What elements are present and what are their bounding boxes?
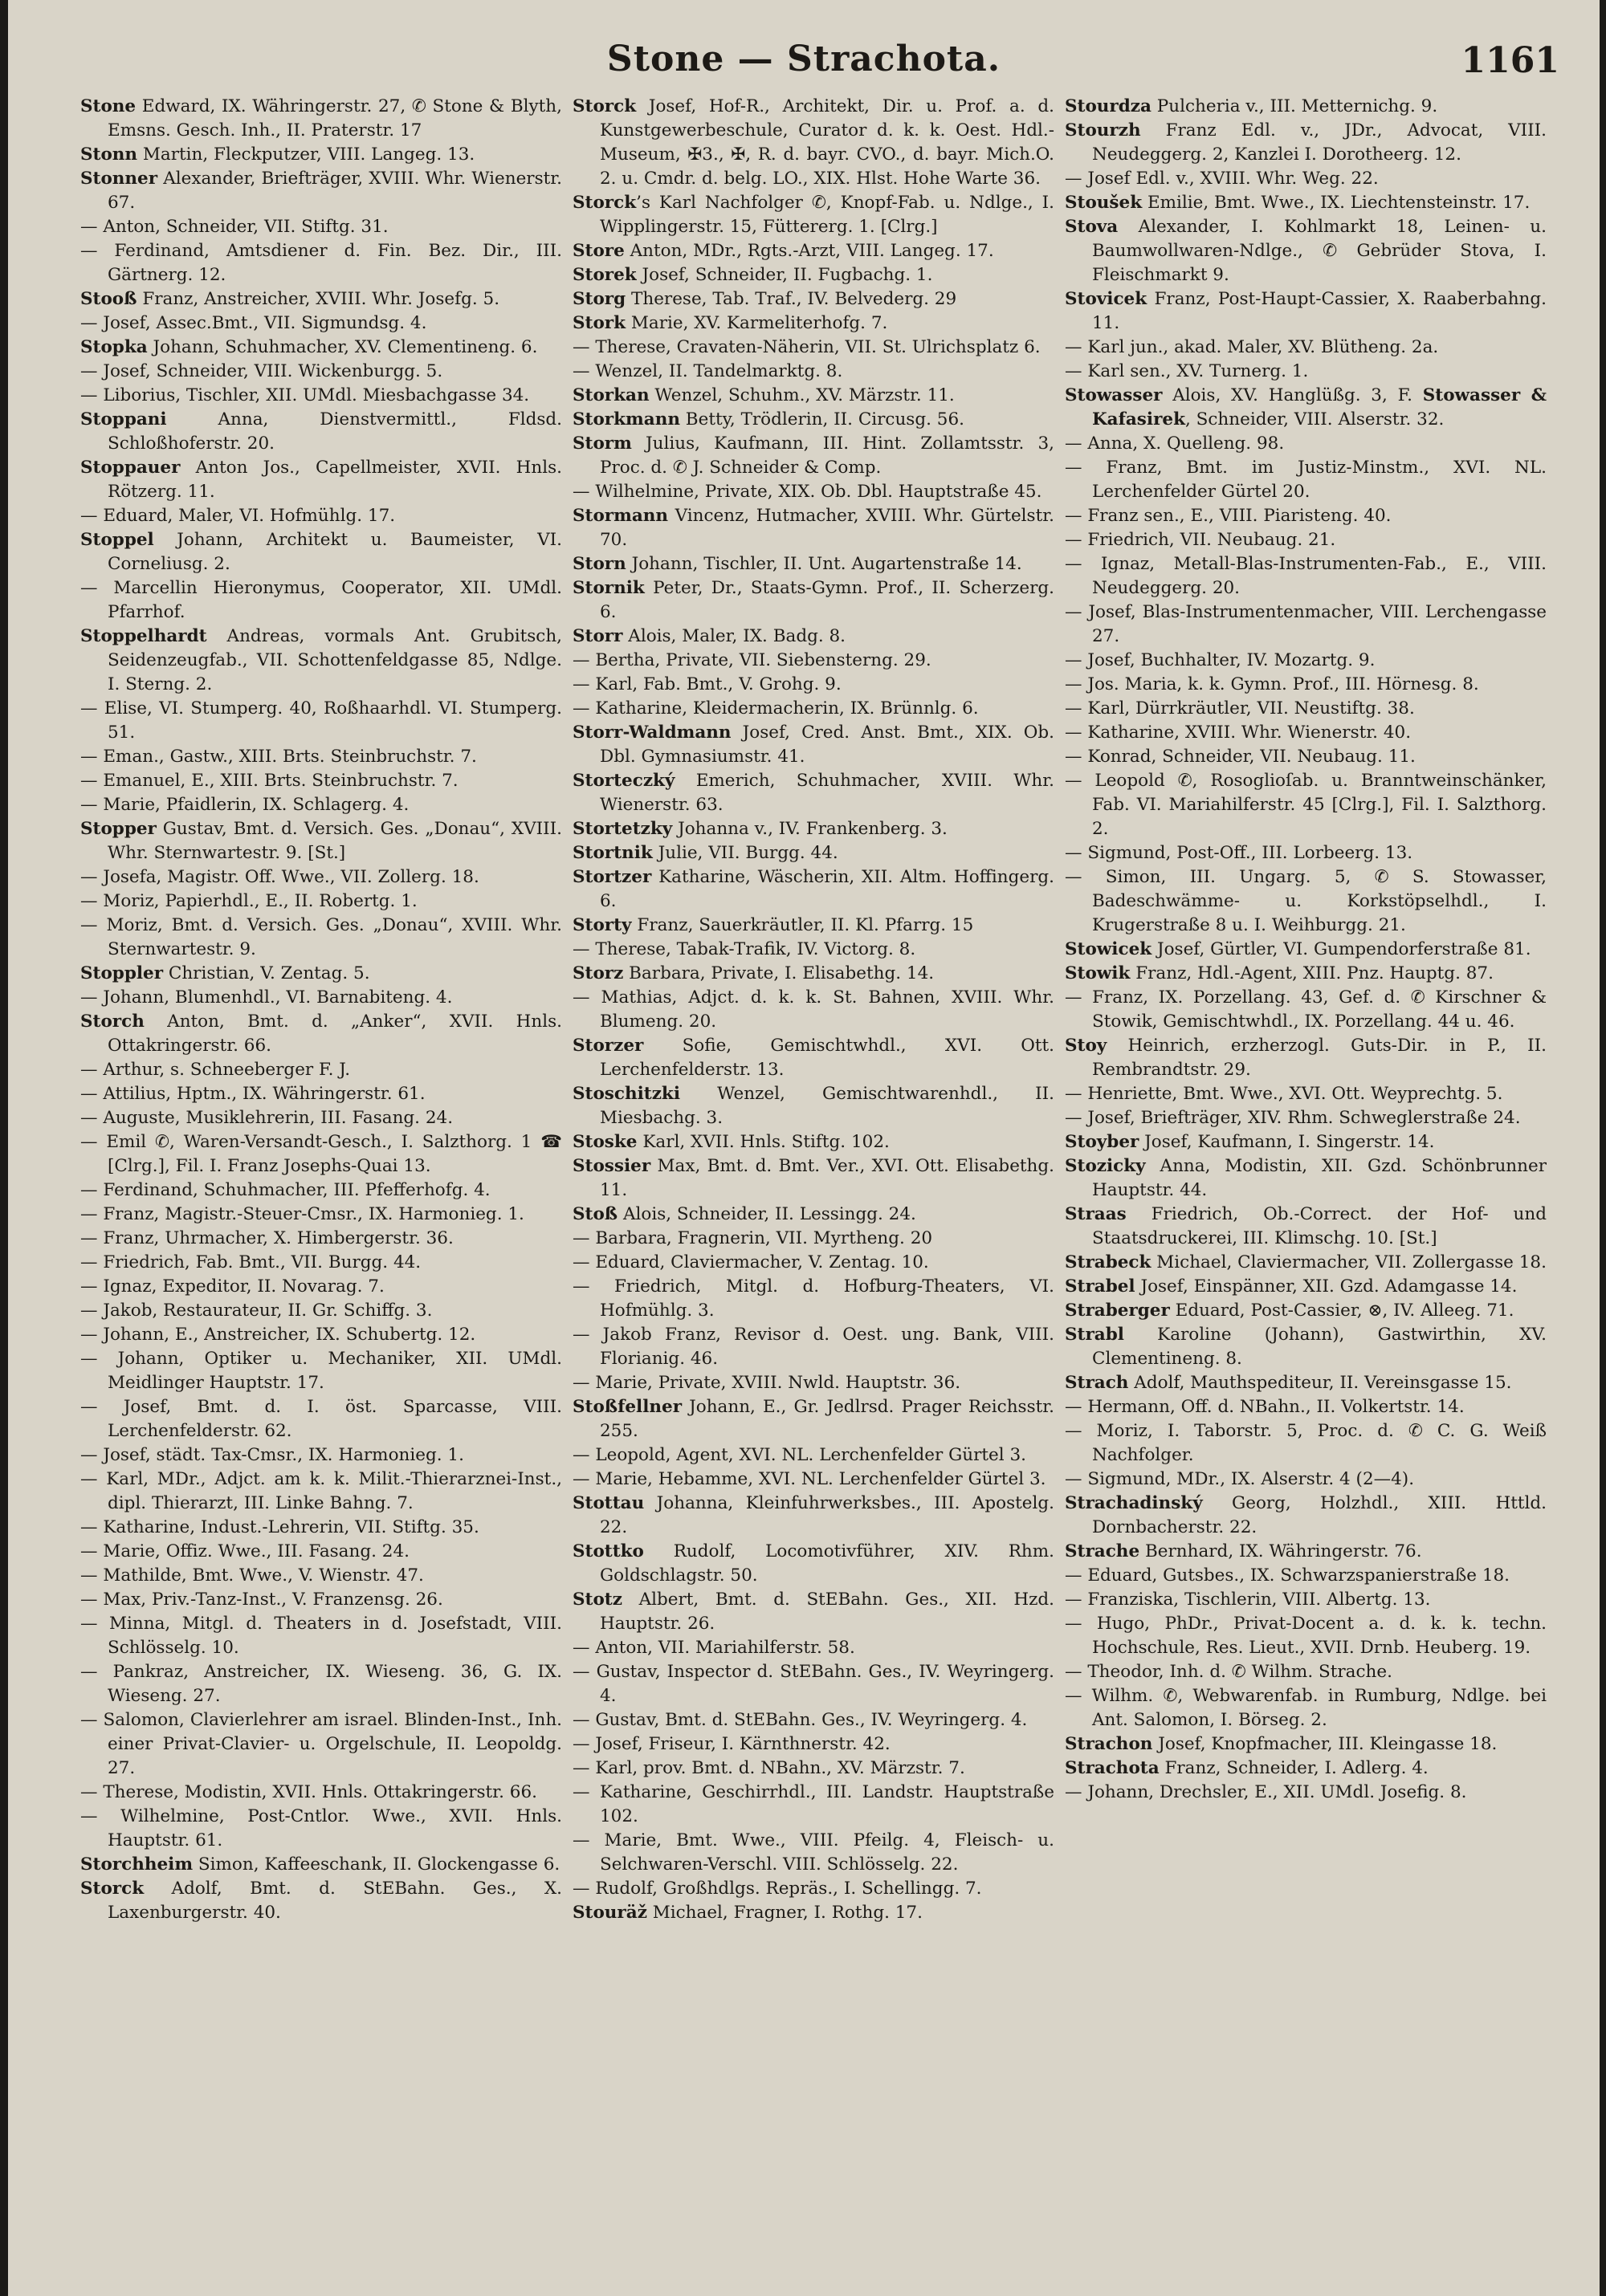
directory-entry: Strabl Karoline (Johann), Gastwirthin, XV. Clementineng. 8.: [1065, 1325, 1547, 1369]
entry-surname: Stouräž: [573, 1903, 647, 1923]
directory-entry: — Barbara, Fragnerin, VII. Myrtheng. 20: [573, 1228, 933, 1248]
directory-entry: — Mathias, Adjct. d. k. k. St. Bahnen, XVIII. Whr. Blumeng. 20.: [573, 987, 1054, 1032]
directory-entry: Storkmann Betty, Trödlerin, II. Circusg. 56.: [573, 409, 964, 429]
column-3: [1065, 95, 1547, 2286]
directory-entry: Stortzer Katharine, Wäscherin, XII. Altm. Hoffingerg. 6.: [573, 867, 1054, 911]
directory-entry: — Ferdinand, Schuhmacher, III. Pfefferhofg. 4.: [80, 1180, 491, 1200]
entry-surname: Stoppel: [80, 530, 154, 550]
directory-entry: — Wilhm. ✆, Webwarenfab. in Rumburg, Ndlge. bei Ant. Salomon, I. Börseg. 2.: [1065, 1686, 1547, 1730]
directory-entry: — Friedrich, Fab. Bmt., VII. Burgg. 44.: [80, 1252, 422, 1272]
page-header: [8, 39, 1600, 87]
directory-entry: — Josef, Schneider, VIII. Wickenburgg. 5.: [80, 361, 443, 381]
entry-surname: Strache: [1065, 1541, 1140, 1561]
directory-entry: — Franz, Magistr.-Steuer-Cmsr., IX. Harmonieg. 1.: [80, 1204, 524, 1224]
entry-surname: Stova: [1065, 217, 1119, 237]
entry-surname: Stozicky: [1065, 1156, 1146, 1176]
directory-entry: Storchheim Simon, Kaffeeschank, II. Glockengasse 6.: [80, 1854, 560, 1875]
directory-entry: — Wilhelmine, Private, XIX. Ob. Dbl. Hauptstraße 45.: [573, 482, 1042, 502]
directory-entry: — Attilius, Hptm., IX. Währingerstr. 61.: [80, 1084, 426, 1104]
entry-surname: Stovicek: [1065, 289, 1147, 309]
directory-entry: — Katharine, Indust.-Lehrerin, VII. Stiftg. 35.: [80, 1517, 479, 1537]
directory-entry: Storek Josef, Schneider, II. Fugbachg. 1.: [573, 265, 933, 285]
entry-surname: Storn: [573, 554, 626, 574]
directory-entry: Strabel Josef, Einspänner, XII. Gzd. Adamgasse 14.: [1065, 1276, 1518, 1297]
directory-entry: Storch Anton, Bmt. d. „Anker“, XVII. Hnls. Ottakringerstr. 66.: [80, 1012, 562, 1056]
entry-surname: Stork: [573, 313, 626, 333]
directory-entry: — Marie, Offiz. Wwe., III. Fasang. 24.: [80, 1541, 410, 1561]
directory-entry: Stonn Martin, Fleckputzer, VIII. Langeg. 13.: [80, 145, 475, 165]
directory-entry: — Bertha, Private, VII. Siebensterng. 29.: [573, 650, 931, 670]
directory-entry: Stortnik Julie, VII. Burgg. 44.: [573, 843, 838, 863]
entry-surname: Stoßfellner: [573, 1397, 683, 1417]
directory-entry: — Katharine, Geschirrhdl., III. Landstr. Hauptstraße 102.: [573, 1782, 1054, 1826]
directory-entry: Strachota Franz, Schneider, I. Adlerg. 4.: [1065, 1758, 1429, 1778]
directory-entry: Stonner Alexander, Briefträger, XVIII. Whr. Wienerstr. 67.: [80, 169, 562, 213]
directory-entry: — Therese, Modistin, XVII. Hnls. Ottakringerstr. 66.: [80, 1782, 537, 1802]
directory-entry: — Sigmund, MDr., IX. Alserstr. 4 (2—4).: [1065, 1469, 1415, 1489]
entry-surname: Stowasser: [1065, 385, 1163, 405]
entry-surname: Strach: [1065, 1373, 1129, 1393]
directory-entry: — Mathilde, Bmt. Wwe., V. Wienstr. 47.: [80, 1565, 424, 1586]
directory-entry: — Liborius, Tischler, XII. UMdl. Miesbachgasse 34.: [80, 385, 530, 405]
entry-surname: Storck: [80, 1879, 145, 1899]
running-title: Stone — Strachota.: [606, 39, 1001, 79]
directory-entry: Stopka Johann, Schuhmacher, XV. Clementineng. 6.: [80, 337, 538, 357]
column-1: [80, 95, 562, 2286]
directory-entry: — Marcellin Hieronymus, Cooperator, XII. UMdl. Pfarrhof.: [80, 578, 562, 622]
directory-entry: Storzer Sofie, Gemischtwhdl., XVI. Ott. Lerchenfelderstr. 13.: [573, 1036, 1054, 1080]
entry-surname: Stopper: [80, 819, 157, 839]
directory-entry: Stoušek Emilie, Bmt. Wwe., IX. Liechtensteinstr. 17.: [1065, 193, 1531, 213]
directory-entry: Storr Alois, Maler, IX. Badg. 8.: [573, 626, 846, 646]
directory-entry: Stourdza Pulcheria v., III. Metternichg. 9.: [1065, 96, 1438, 116]
directory-entry: Stoppel Johann, Architekt u. Baumeister, VI. Corneliusg. 2.: [80, 530, 562, 574]
entry-surname: Storg: [573, 289, 626, 309]
directory-entry: Stourzh Franz Edl. v., JDr., Advocat, VIII. Neudeggerg. 2, Kanzlei I. Dorotheerg. 12.: [1065, 120, 1547, 165]
entry-surname: Strabl: [1065, 1325, 1124, 1345]
directory-entry: Strach Adolf, Mauthspediteur, II. Vereinsgasse 15.: [1065, 1373, 1512, 1393]
directory-entry: Strabeck Michael, Claviermacher, VII. Zollergasse 18.: [1065, 1252, 1547, 1272]
entry-surname: Storchheim: [80, 1854, 194, 1875]
entry-surname: Storteczký: [573, 771, 675, 791]
entry-surname: Stonn: [80, 145, 138, 165]
entry-surname: Stortzer: [573, 867, 652, 887]
directory-entry: — Friedrich, Mitgl. d. Hofburg-Theaters, VI. Hofmühlg. 3.: [573, 1276, 1054, 1321]
directory-entry: — Franz, IX. Porzellang. 43, Gef. d. ✆ Kirschner & Stowik, Gemischtwhdl., IX. Porzellang. 44 u. 46.: [1065, 987, 1547, 1032]
entry-surname: Stoppler: [80, 963, 164, 983]
directory-entry: Strachadinský Georg, Holzhdl., XIII. Httld. Dornbacherstr. 22.: [1065, 1493, 1547, 1537]
entry-surname: Stoß: [573, 1204, 618, 1224]
directory-entry: — Simon, III. Ungarg. 5, ✆ S. Stowasser, Badeschwämme- u. Korkstöpselhdl., I. Krugerstraße 8 u. I. Weihburgg. 21.: [1065, 867, 1547, 935]
entry-surname: Storzer: [573, 1036, 644, 1056]
entry-surname: Stottau: [573, 1493, 645, 1513]
directory-entry: — Johann, Blumenhdl., VI. Barnabiteng. 4.: [80, 987, 453, 1008]
entry-surname: Stoske: [573, 1132, 638, 1152]
entry-surname: Stoušek: [1065, 193, 1143, 213]
directory-entry: — Karl, Dürrkräutler, VII. Neustiftg. 38.: [1065, 698, 1415, 719]
directory-entry: — Hermann, Off. d. NBahn., II. Volkertstr. 14.: [1065, 1397, 1465, 1417]
entry-surname: Stoppani: [80, 409, 167, 429]
directory-entry: — Gustav, Bmt. d. StEBahn. Ges., IV. Weyringerg. 4.: [573, 1710, 1028, 1730]
directory-entry: Straberger Eduard, Post-Cassier, ⊗, IV. Alleeg. 71.: [1065, 1301, 1514, 1321]
directory-entry: — Anton, VII. Mariahilferstr. 58.: [573, 1638, 855, 1658]
directory-entry: — Moriz, Bmt. d. Versich. Ges. „Donau“, XVIII. Whr. Sternwartestr. 9.: [80, 915, 562, 959]
directory-entry: Stovicek Franz, Post-Haupt-Cassier, X. Raaberbahng. 11.: [1065, 289, 1547, 333]
directory-entry: — Ferdinand, Amtsdiener d. Fin. Bez. Dir., III. Gärtnerg. 12.: [80, 241, 562, 285]
directory-entry: Straas Friedrich, Ob.-Correct. der Hof- und Staatsdruckerei, III. Klimschg. 10. [St.]: [1065, 1204, 1547, 1248]
directory-entry: — Theodor, Inh. d. ✆ Wilhm. Strache.: [1065, 1662, 1392, 1682]
directory-entry: — Marie, Hebamme, XVI. NL. Lerchenfelder Gürtel 3.: [573, 1469, 1046, 1489]
entry-surname: Stoschitzki: [573, 1084, 680, 1104]
entry-surname: Strachon: [1065, 1734, 1153, 1754]
directory-entry: — Josef Edl. v., XVIII. Whr. Weg. 22.: [1065, 169, 1379, 189]
directory-entry: — Emil ✆, Waren-Versandt-Gesch., I. Salzthorg. 1 ☎ [Clrg.], Fil. I. Franz Josephs-Quai 13.: [80, 1132, 562, 1176]
directory-entry: — Karl, MDr., Adjct. am k. k. Milit.-Thierarznei-Inst., dipl. Thierarzt, III. Linke Bahng. 7.: [80, 1469, 562, 1513]
directory-entry: Stottko Rudolf, Locomotivführer, XIV. Rhm. Goldschlagstr. 50.: [573, 1541, 1054, 1586]
entry-surname: Straas: [1065, 1204, 1127, 1224]
directory-entry: — Henriette, Bmt. Wwe., XVI. Ott. Weyprechtg. 5.: [1065, 1084, 1503, 1104]
entry-surname: Strabel: [1065, 1276, 1135, 1297]
directory-entry: — Jos. Maria, k. k. Gymn. Prof., III. Hörnesg. 8.: [1065, 674, 1479, 694]
directory-entry: — Minna, Mitgl. d. Theaters in d. Josefstadt, VIII. Schlösselg. 10.: [80, 1614, 562, 1658]
entry-surname: Strabeck: [1065, 1252, 1152, 1272]
directory-entry: — Rudolf, Großhdlgs. Repräs., I. Schellingg. 7.: [573, 1879, 982, 1899]
directory-entry: — Leopold, Agent, XVI. NL. Lerchenfelder Gürtel 3.: [573, 1445, 1026, 1465]
directory-entry: — Ignaz, Metall-Blas-Instrumenten-Fab., E., VIII. Neudeggerg. 20.: [1065, 554, 1547, 598]
entry-surname: Stoyber: [1065, 1132, 1139, 1152]
directory-page: [8, 0, 1600, 2296]
directory-entry: — Anna, X. Quelleng. 98.: [1065, 434, 1285, 454]
directory-entry: Stottau Johanna, Kleinfuhrwerksbes., III. Apostelg. 22.: [573, 1493, 1054, 1537]
directory-entry: Stoppani Anna, Dienstvermittl., Fldsd. Schloßhoferstr. 20.: [80, 409, 562, 454]
entry-surname: Stourdza: [1065, 96, 1152, 116]
entry-surname: Stossier: [573, 1156, 651, 1176]
entry-surname: Stone: [80, 96, 137, 116]
directory-entry: — Eman., Gastw., XIII. Brts. Steinbruchstr. 7.: [80, 747, 477, 767]
directory-entry: — Wilhelmine, Post-Cntlor. Wwe., XVII. Hnls. Hauptstr. 61.: [80, 1806, 562, 1850]
directory-entry: Storg Therese, Tab. Traf., IV. Belvederg. 29: [573, 289, 957, 309]
page-number: 1161: [1461, 40, 1559, 81]
directory-entry: — Jakob, Restaurateur, II. Gr. Schiffg. 3.: [80, 1301, 433, 1321]
entry-surname: Stoy: [1065, 1036, 1107, 1056]
entry-surname: Stoppauer: [80, 458, 181, 478]
entry-surname: Storr-Waldmann: [573, 723, 732, 743]
entry-surname: Storkan: [573, 385, 650, 405]
directory-entry: — Johann, Optiker u. Mechaniker, XII. UMdl. Meidlinger Hauptstr. 17.: [80, 1349, 562, 1393]
directory-entry: Storty Franz, Sauerkräutler, II. Kl. Pfarrg. 15: [573, 915, 974, 935]
directory-entry: Stoppelhardt Andreas, vormals Ant. Grubitsch, Seidenzeugfab., VII. Schottenfeldgasse 85, Ndlge. I. Sterng. 2.: [80, 626, 562, 694]
directory-entry: — Jakob Franz, Revisor d. Oest. ung. Bank, VIII. Florianig. 46.: [573, 1325, 1054, 1369]
entry-surname: Storm: [573, 434, 632, 454]
directory-entry: Storn Johann, Tischler, II. Unt. Augartenstraße 14.: [573, 554, 1022, 574]
entry-surname: Stornik: [573, 578, 645, 598]
directory-entry: — Karl sen., XV. Turnerg. 1.: [1065, 361, 1309, 381]
directory-entry: — Friedrich, VII. Neubaug. 21.: [1065, 530, 1336, 550]
entry-surname: Storck: [573, 193, 637, 213]
directory-entry: Storck’s Karl Nachfolger ✆, Knopf-Fab. u. Ndlge., I. Wipplingerstr. 15, Füttererg. 1. [Clrg.]: [573, 193, 1054, 237]
directory-entry: — Eduard, Maler, VI. Hofmühlg. 17.: [80, 506, 396, 526]
directory-entry: — Auguste, Musiklehrerin, III. Fasang. 24.: [80, 1108, 454, 1128]
directory-entry: — Franz sen., E., VIII. Piaristeng. 40.: [1065, 506, 1392, 526]
directory-entry: — Josef, städt. Tax-Cmsr., IX. Harmonieg. 1.: [80, 1445, 464, 1465]
directory-entry: Stortetzky Johanna v., IV. Frankenberg. 3.: [573, 819, 948, 839]
directory-entry: — Josef, Assec.Bmt., VII. Sigmundsg. 4.: [80, 313, 427, 333]
directory-entry: Stornik Peter, Dr., Staats-Gymn. Prof., II. Scherzerg. 6.: [573, 578, 1054, 622]
directory-entry: — Karl, prov. Bmt. d. NBahn., XV. Märzstr. 7.: [573, 1758, 965, 1778]
entry-surname: Strachadinský: [1065, 1493, 1203, 1513]
directory-entry: Stormann Vincenz, Hutmacher, XVIII. Whr. Gürtelstr. 70.: [573, 506, 1054, 550]
directory-entry: Storkan Wenzel, Schuhm., XV. Märzstr. 11.: [573, 385, 955, 405]
directory-entry: — Johann, E., Anstreicher, IX. Schubertg. 12.: [80, 1325, 476, 1345]
directory-entry: Stoppler Christian, V. Zentag. 5.: [80, 963, 370, 983]
directory-entry: — Josef, Buchhalter, IV. Mozartg. 9.: [1065, 650, 1376, 670]
directory-entry: Storck Adolf, Bmt. d. StEBahn. Ges., X. Laxenburgerstr. 40.: [80, 1879, 562, 1923]
directory-entry: Stotz Albert, Bmt. d. StEBahn. Ges., XII. Hzd. Hauptstr. 26.: [573, 1590, 1054, 1634]
directory-entry: Stone Edward, IX. Währingerstr. 27, ✆ Stone & Blyth, Emsns. Gesch. Inh., II. Praterstr. 17: [80, 96, 562, 140]
directory-entry: Stoyber Josef, Kaufmann, I. Singerstr. 14.: [1065, 1132, 1435, 1152]
directory-entry: — Katharine, Kleidermacherin, IX. Brünnlg. 6.: [573, 698, 979, 719]
entry-surname: Stowasser & Kafasirek: [1092, 385, 1547, 429]
directory-entry: Stova Alexander, I. Kohlmarkt 18, Leinen- u. Baumwollwaren-Ndlge., ✆ Gebrüder Stova, I. Fleischmarkt 9.: [1065, 217, 1547, 285]
directory-entry: — Max, Priv.-Tanz-Inst., V. Franzensg. 26.: [80, 1590, 443, 1610]
directory-entry: — Konrad, Schneider, VII. Neubaug. 11.: [1065, 747, 1416, 767]
directory-entry: — Gustav, Inspector d. StEBahn. Ges., IV. Weyringerg. 4.: [573, 1662, 1054, 1706]
directory-entry: — Emanuel, E., XIII. Brts. Steinbruchstr. 7.: [80, 771, 459, 791]
directory-entry: — Salomon, Clavierlehrer am israel. Blinden-Inst., Inh. einer Privat-Clavier- u. Orgelschule, II. Leopoldg. 27.: [80, 1710, 562, 1778]
directory-entry: — Moriz, Papierhdl., E., II. Robertg. 1.: [80, 891, 418, 911]
directory-entry: — Josef, Briefträger, XIV. Rhm. Schweglerstraße 24.: [1065, 1108, 1521, 1128]
directory-entry: — Moriz, I. Taborstr. 5, Proc. d. ✆ C. G. Weiß Nachfolger.: [1065, 1421, 1547, 1465]
directory-entry: Stoßfellner Johann, E., Gr. Jedlrsd. Prager Reichsstr. 255.: [573, 1397, 1054, 1441]
entry-surname: Storch: [80, 1012, 145, 1032]
entry-surname: Stoppelhardt: [80, 626, 207, 646]
directory-entry: — Franz, Bmt. im Justiz-Minstm., XVI. NL. Lerchenfelder Gürtel 20.: [1065, 458, 1547, 502]
directory-entry: — Franziska, Tischlerin, VIII. Albertg. 13.: [1065, 1590, 1431, 1610]
entry-surname: Stooß: [80, 289, 137, 309]
directory-entry: Stoppauer Anton Jos., Capellmeister, XVII. Hnls. Rötzerg. 11.: [80, 458, 562, 502]
entry-surname: Storr: [573, 626, 623, 646]
directory-entry: — Wenzel, II. Tandelmarktg. 8.: [573, 361, 843, 381]
directory-entry: Stoske Karl, XVII. Hnls. Stiftg. 102.: [573, 1132, 890, 1152]
directory-entry: — Therese, Cravaten-Näherin, VII. St. Ulrichsplatz 6.: [573, 337, 1041, 357]
directory-entry: Stowicek Josef, Gürtler, VI. Gumpendorferstraße 81.: [1065, 939, 1531, 959]
entry-surname: Stotz: [573, 1590, 622, 1610]
entry-surname: Storty: [573, 915, 632, 935]
directory-entry: — Johann, Drechsler, E., XII. UMdl. Josefig. 8.: [1065, 1782, 1467, 1802]
directory-entry: — Leopold ✆, Rosoglioſab. u. Branntweinschänker, Fab. VI. Mariahilferstr. 45 [Clrg.], Fil. I. Salzthorg. 2.: [1065, 771, 1547, 839]
directory-entry: Stooß Franz, Anstreicher, XVIII. Whr. Josefg. 5.: [80, 289, 500, 309]
directory-entry: Stoschitzki Wenzel, Gemischtwarenhdl., II. Miesbachg. 3.: [573, 1084, 1054, 1128]
directory-entry: Stoß Alois, Schneider, II. Lessingg. 24.: [573, 1204, 916, 1224]
directory-entry: — Karl jun., akad. Maler, XV. Blütheng. 2a.: [1065, 337, 1439, 357]
directory-entry: Stossier Max, Bmt. d. Bmt. Ver., XVI. Ott. Elisabethg. 11.: [573, 1156, 1054, 1200]
directory-entry: — Ignaz, Expeditor, II. Novarag. 7.: [80, 1276, 385, 1297]
entry-surname: Storkmann: [573, 409, 680, 429]
entry-surname: Stopka: [80, 337, 148, 357]
directory-entry: — Katharine, XVIII. Whr. Wienerstr. 40.: [1065, 723, 1412, 743]
directory-entry: — Eduard, Gutsbes., IX. Schwarzspanierstraße 18.: [1065, 1565, 1510, 1586]
entry-surname: Storz: [573, 963, 624, 983]
entry-surname: Strachota: [1065, 1758, 1160, 1778]
directory-entry: — Sigmund, Post-Off., III. Lorbeerg. 13.: [1065, 843, 1413, 863]
directory-entry: — Marie, Pfaidlerin, IX. Schlagerg. 4.: [80, 795, 410, 815]
directory-entry: Storck Josef, Hof-R., Architekt, Dir. u. Prof. a. d. Kunstgewerbeschule, Curator d. k. k. Oest. Hdl.-Museum, ✠3., ✠, R. d. bayr. CVO., d. bayr. Mich.O. 2. u. Cmdr. d. belg. LO., XIX. Hlst. Hohe Warte 36.: [573, 96, 1054, 189]
column-2: [573, 95, 1054, 2286]
directory-entry: — Elise, VI. Stumperg. 40, Roßhaarhdl. VI. Stumperg. 51.: [80, 698, 562, 743]
directory-entry: — Eduard, Claviermacher, V. Zentag. 10.: [573, 1252, 929, 1272]
entry-surname: Store: [573, 241, 625, 261]
directory-entry: — Josefa, Magistr. Off. Wwe., VII. Zollerg. 18.: [80, 867, 479, 887]
directory-entry: — Marie, Bmt. Wwe., VIII. Pfeilg. 4, Fleisch- u. Selchwaren-Verschl. VIII. Schlösselg. 22.: [573, 1830, 1054, 1875]
directory-entry: — Josef, Bmt. d. I. öst. Sparcasse, VIII. Lerchenfelderstr. 62.: [80, 1397, 562, 1441]
directory-entry: — Karl, Fab. Bmt., V. Grohg. 9.: [573, 674, 842, 694]
entry-surname: Stottko: [573, 1541, 644, 1561]
directory-entry: — Marie, Private, XVIII. Nwld. Hauptstr. 36.: [573, 1373, 961, 1393]
entry-surname: Stormann: [573, 506, 669, 526]
directory-entry: Storteczký Emerich, Schuhmacher, XVIII. Whr. Wienerstr. 63.: [573, 771, 1054, 815]
entry-surname: Storck: [573, 96, 637, 116]
entry-surname: Storek: [573, 265, 637, 285]
directory-entry: — Anton, Schneider, VII. Stiftg. 31.: [80, 217, 389, 237]
directory-entry: Stowik Franz, Hdl.-Agent, XIII. Pnz. Hauptg. 87.: [1065, 963, 1494, 983]
directory-entry: Strachon Josef, Knopfmacher, III. Kleingasse 18.: [1065, 1734, 1498, 1754]
entry-surname: Stowik: [1065, 963, 1131, 983]
directory-entry: Store Anton, MDr., Rgts.-Arzt, VIII. Langeg. 17.: [573, 241, 994, 261]
directory-entry: Storm Julius, Kaufmann, III. Hint. Zollamtsstr. 3, Proc. d. ✆ J. Schneider & Comp.: [573, 434, 1054, 478]
entry-surname: Stortnik: [573, 843, 653, 863]
directory-entry: Stozicky Anna, Modistin, XII. Gzd. Schönbrunner Hauptstr. 44.: [1065, 1156, 1547, 1200]
directory-entry: Stopper Gustav, Bmt. d. Versich. Ges. „Donau“, XVIII. Whr. Sternwartestr. 9. [St.]: [80, 819, 562, 863]
directory-entry: Stoy Heinrich, erzherzogl. Guts-Dir. in P., II. Rembrandtstr. 29.: [1065, 1036, 1547, 1080]
directory-entry: — Hugo, PhDr., Privat-Docent a. d. k. k. techn. Hochschule, Res. Lieut., XVII. Drnb. Heuberg. 19.: [1065, 1614, 1547, 1658]
directory-entry: — Therese, Tabak-Trafik, IV. Victorg. 8.: [573, 939, 916, 959]
directory-entry: — Franz, Uhrmacher, X. Himbergerstr. 36.: [80, 1228, 454, 1248]
directory-entry: Stork Marie, XV. Karmeliterhofg. 7.: [573, 313, 888, 333]
entry-surname: Stourzh: [1065, 120, 1141, 140]
entry-surname: Stortetzky: [573, 819, 673, 839]
entry-surname: Straberger: [1065, 1301, 1170, 1321]
directory-entry: Storz Barbara, Private, I. Elisabethg. 14.: [573, 963, 935, 983]
directory-entry: Strache Bernhard, IX. Währingerstr. 76.: [1065, 1541, 1422, 1561]
directory-entry: — Josef, Friseur, I. Kärnthnerstr. 42.: [573, 1734, 891, 1754]
directory-entry: — Josef, Blas-Instrumentenmacher, VIII. Lerchengasse 27.: [1065, 602, 1547, 646]
directory-entry: Storr-Waldmann Josef, Cred. Anst. Bmt., XIX. Ob. Dbl. Gymnasiumstr. 41.: [573, 723, 1054, 767]
directory-entry: Stouräž Michael, Fragner, I. Rothg. 17.: [573, 1903, 923, 1923]
directory-entry: — Arthur, s. Schneeberger F. J.: [80, 1060, 351, 1080]
entry-surname: Stonner: [80, 169, 158, 189]
entry-surname: Stowicek: [1065, 939, 1152, 959]
directory-entry: — Pankraz, Anstreicher, IX. Wieseng. 36, G. IX. Wieseng. 27.: [80, 1662, 562, 1706]
directory-entry: Stowasser Alois, XV. Hanglüßg. 3, F. Stowasser & Kafasirek, Schneider, VIII. Alserstr. 32.: [1065, 385, 1547, 429]
